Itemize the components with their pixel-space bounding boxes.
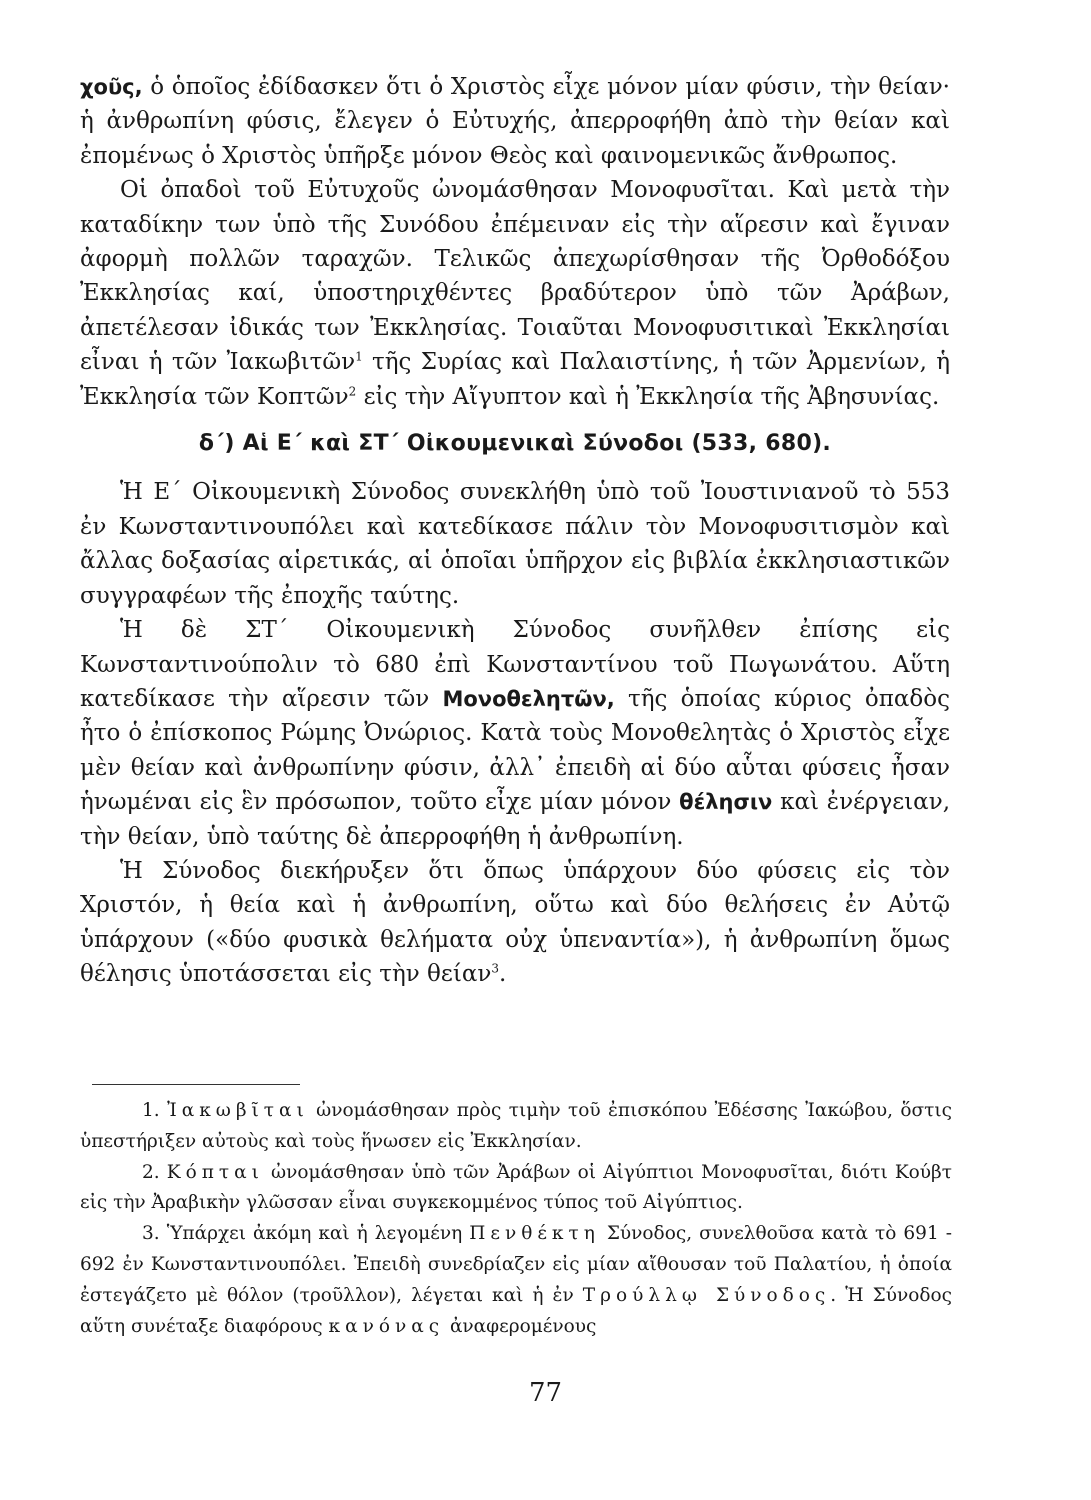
paragraph-text: ὁ ὁποῖος ἐδίδασκεν ὅτι ὁ Χριστὸς εἶχε μόνον μίαν φύσιν, τὴν θείαν· ἡ ἀνθρωπίνη φύσις, ἔλεγεν ὁ Εὐτυχής, ἀπερροφήθη ἀπὸ τὴν θείαν καὶ ἐπομένως ὁ Χριστὸς ὑπῆρξε μόνον Θεὸς καὶ φαινομενικῶς ἄνθρωπος.	[80, 74, 950, 169]
footnote-marker: 2	[348, 384, 357, 398]
spaced-term: Ἰακωβῖται	[167, 1100, 309, 1121]
main-text	[80, 70, 950, 992]
paragraph-text: Ἡ δὲ ΣΤ΄ Οἰκουμενικὴ Σύνοδος συνῆλθεν ἐπίσης εἰς Κωνσταντινούπολιν τὸ 680 ἐπὶ Κωνσταντίνου τοῦ Πωγωνάτου. Αὕτη κατεδίκασε τὴν αἵρεσιν τῶν	[80, 617, 950, 712]
paragraph-text: τῆς Συρίας καὶ Παλαιστίνης, ἡ τῶν Ἀρμενίων, ἡ Ἐκκλησία τῶν Κοπτῶν	[80, 349, 950, 410]
footnotes	[80, 1096, 952, 1342]
footnote-marker: 1	[355, 349, 363, 364]
spaced-term: Πενθέκτη	[469, 1223, 600, 1245]
spaced-term: Κόπται	[166, 1161, 264, 1183]
footnote-number: 3.	[142, 1223, 160, 1245]
spaced-term: Τρούλλῳ Σύνοδος	[582, 1284, 831, 1306]
footnote-text: Ὑπάρχει ἀκόμη καὶ ἡ λεγομένη	[166, 1223, 470, 1245]
footnote-text: ἀναφερομένους	[444, 1315, 597, 1337]
paragraph-text: .	[499, 961, 507, 988]
paragraph-text: Οἱ ὀπαδοὶ τοῦ Εὐτυχοῦς ὠνομάσθησαν Μονοφυσῖται. Καὶ μετὰ τὴν καταδίκην των ὑπὸ τῆς Συνόδου ἐπέμειναν εἰς τὴν αἵρεσιν καὶ ἔγιναν ἀφορμὴ πολλῶν ταραχῶν. Τελικῶς ἀπεχωρίσθησαν τῆς Ὀρθοδόξου Ἐκκλησίας καί, ὑποστηριχθέντες βραδύτερον ὑπὸ τῶν Ἀράβων, ἀπετέλεσαν ἰδικάς των Ἐκκλησίας. Τοιαῦται Μονοφυσιτικαὶ Ἐκκλησίαι εἶναι ἡ τῶν Ἰακωβιτῶν	[80, 177, 950, 376]
paragraph-5	[80, 854, 950, 992]
footnote-text: Σύνοδος, συνελθοῦσα κατὰ τὸ 691 - 692 ἐν Κωνσταντινουπόλει. Ἐπειδὴ συνεδρίαζεν εἰς μίαν αἴθουσαν τοῦ Παλατίου, ἡ ὁποία ἐστεγάζετο μὲ θόλον (τροῦλλον), λέγεται καὶ ἡ ἐν	[80, 1223, 952, 1306]
bold-term: χοῦς,	[80, 75, 143, 99]
footnote-2	[80, 1158, 952, 1220]
paragraph-text: εἰς τὴν Αἴγυπτον καὶ ἡ Ἐκκλησία τῆς Ἀβησυνίας.	[356, 383, 940, 410]
paragraph-2	[80, 173, 950, 414]
footnote-marker: 3	[491, 961, 499, 976]
footnote-1	[80, 1096, 952, 1158]
spaced-term: κανόνας	[328, 1315, 445, 1337]
footnote-text: . Ἡ Σύνοδος αὕτη συνέταξε διαφόρους	[80, 1284, 952, 1337]
paragraph-text: Ἡ Σύνοδος διεκήρυξεν ὅτι ὅπως ὑπάρχουν δύο φύσεις εἰς τὸν Χριστόν, ἡ θεία καὶ ἡ ἀνθρωπίνη, οὕτω καὶ δύο θελήσεις ἐν Αὐτῷ ὑπάρχουν («δύο φυσικὰ θελήματα οὐχ ὑπεναντία»), ἡ ἀνθρωπίνη ὅμως θέλησις ὑποτάσσεται εἰς τὴν θείαν	[80, 857, 950, 988]
footnote-text: ὠνομάσθησαν πρὸς τιμὴν τοῦ ἐπισκόπου Ἐδέσσης Ἰακώβου, ὅστις ὑπεστήριξεν αὐτοὺς καὶ τοὺς ἥνωσεν εἰς Ἐκκλησίαν.	[80, 1100, 952, 1152]
footnote-text: ὠνομάσθησαν ὑπὸ τῶν Ἀράβων οἱ Αἰγύπτιοι Μονοφυσῖται, διότι Κούβτ εἰς τὴν Ἀραβικὴν γλῶσσαν εἶναι συγκεκομμένος τύπος τοῦ Αἰγύπτιος.	[80, 1161, 952, 1214]
footnote-separator	[92, 1084, 300, 1085]
footnote-number: 2.	[142, 1161, 160, 1183]
footnote-3	[80, 1219, 952, 1342]
paragraph-4	[80, 613, 950, 854]
page-number: 77	[528, 1378, 563, 1408]
bold-term: Μονοθελητῶν,	[442, 686, 615, 711]
paragraph-text: καὶ ἐνέργειαν, τὴν θείαν, ὑπὸ ταύτης δὲ ἀπερροφήθη ἡ ἀνθρωπίνη.	[80, 789, 951, 850]
section-heading: δ΄) Αἱ Ε΄ καὶ ΣΤ΄ Οἰκουμενικαὶ Σύνοδοι (533, 680).	[198, 431, 832, 457]
footnote-number: 1.	[142, 1100, 160, 1121]
paragraph-text: τῆς ὁποίας κύριος ὀπαδὸς ἦτο ὁ ἐπίσκοπος Ρώμης Ὀνώριος. Κατὰ τοὺς Μονοθελητὰς ὁ Χριστὸς εἶχε μὲν θείαν καὶ ἀνθρωπίνην φύσιν, ἀλλ᾽ ἐπειδὴ αἱ δύο αὗται φύσεις ἦσαν ἡνωμέναι εἰς ἓν πρόσωπον, τοῦτο εἶχε μίαν μόνον	[80, 685, 950, 816]
paragraph-1	[80, 70, 950, 173]
paragraph-3: Ἡ Ε΄ Οἰκουμενικὴ Σύνοδος συνεκλήθη ὑπὸ τοῦ Ἰουστινιανοῦ τὸ 553 ἐν Κωνσταντινουπόλει καὶ κατεδίκασε πάλιν τὸν Μονοφυσιτισμὸν καὶ ἄλλας δοξασίας αἱρετικάς, αἱ ὁποῖαι ὑπῆρχον εἰς βιβλία ἐκκλησιαστικῶν συγγραφέων τῆς ἐποχῆς ταύτης.	[80, 479, 950, 609]
bold-term: θέλησιν	[679, 790, 773, 815]
